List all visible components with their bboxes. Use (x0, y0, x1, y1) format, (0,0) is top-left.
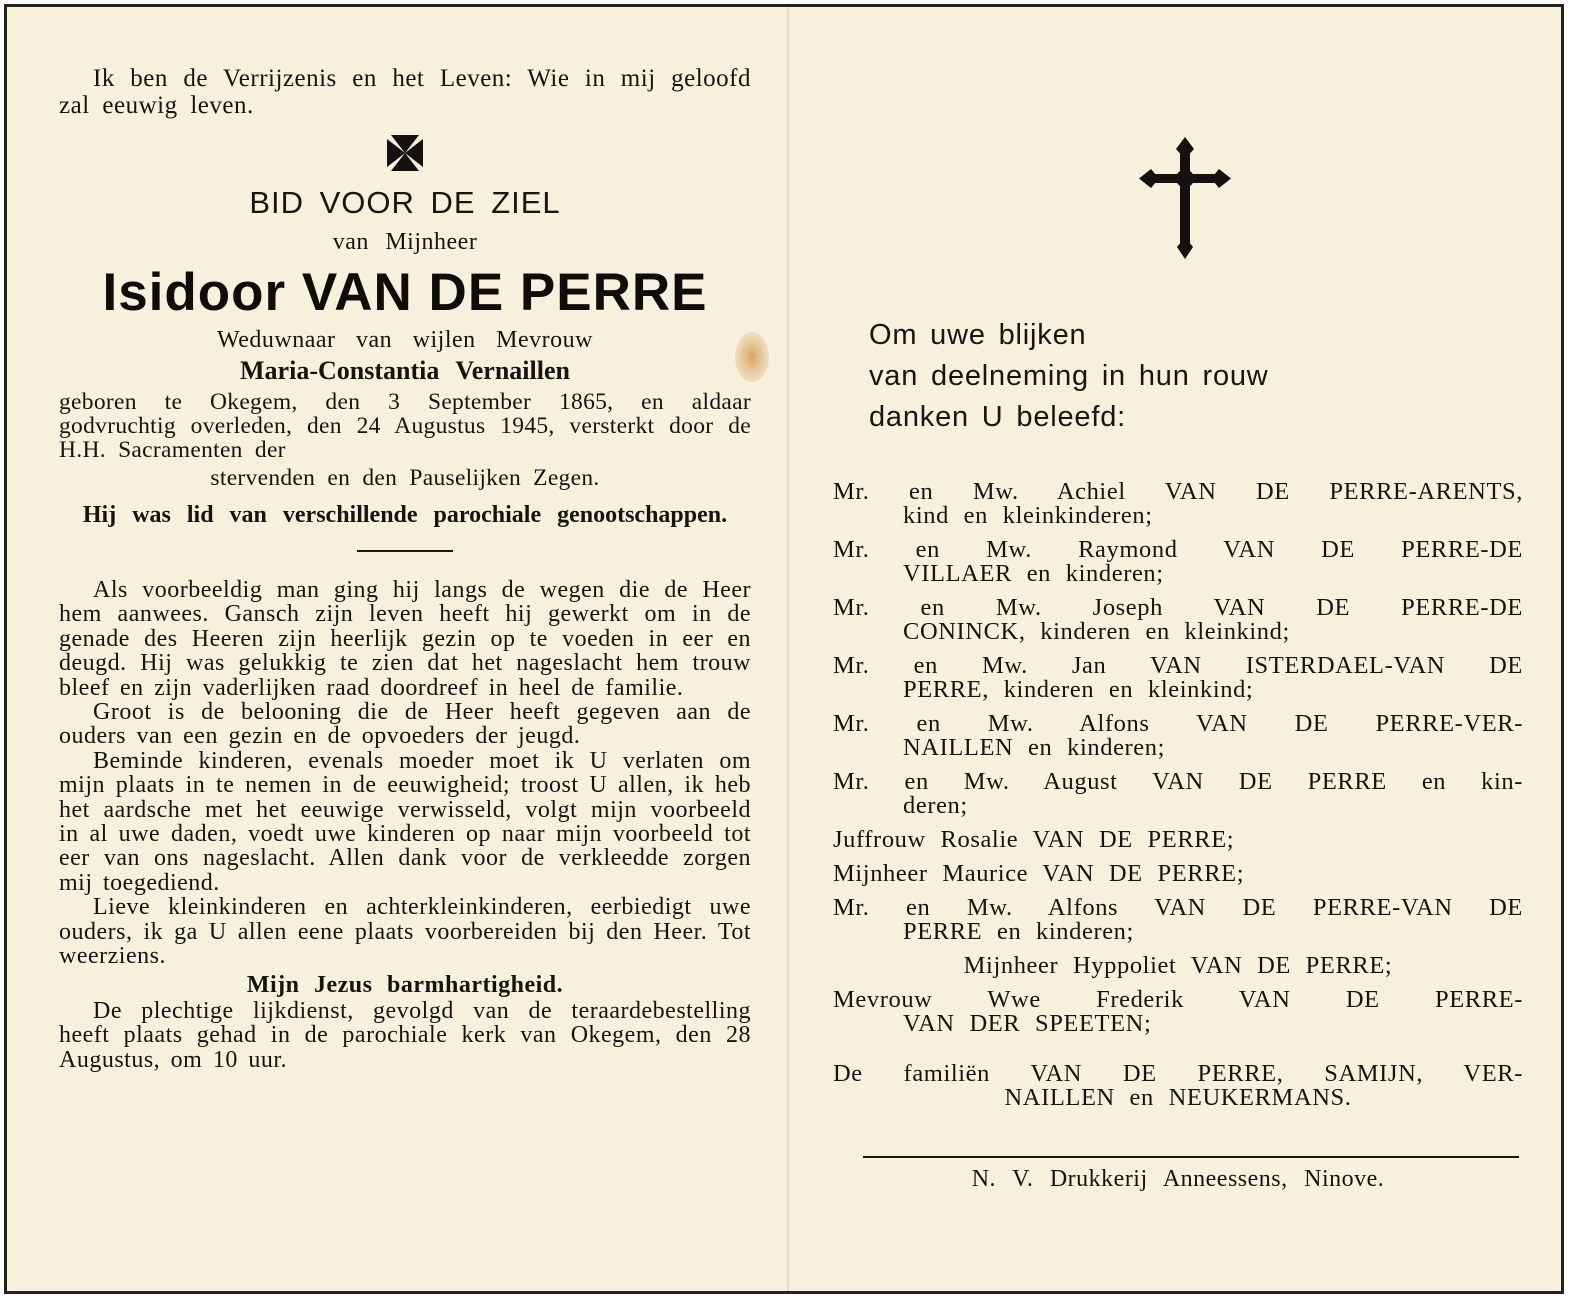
biography-end: stervenden en den Pauselijken Zegen. (210, 465, 600, 491)
list-item: Mevrouw Wwe Frederik VAN DE PERRE- VAN DER SPEETEN; (833, 986, 1523, 1037)
latin-cross-icon (1139, 137, 1231, 259)
prayer-header: BID VOOR DE ZIEL (249, 185, 561, 220)
family-list (833, 480, 1523, 1110)
funeral-note: De plechtige lijkdienst, gevolgd van de teraardebestelling heeft plaats gehad in de parochiale kerk van Okegem, den 28 Augustus, om 10 uur. (59, 997, 751, 1073)
list-item: De familiën VAN DE PERRE, SAMIJN, VER- NAILLEN en NEUKERMANS. (833, 1060, 1523, 1111)
list-item: Mr. en Mw. August VAN DE PERRE en kin- deren; (833, 768, 1523, 819)
mercy-prayer: Mijn Jezus barmhartigheid. (246, 971, 564, 998)
thanks-message (869, 315, 1523, 438)
eulogy-paragraph: Beminde kinderen, evenals moeder moet ik U verlaten om mijn plaats in te nemen in de eeuwigheid; troost U allen, ik heb het aardsche met het eeuwige verwisseld, volgt mijn voorbeeld in al uwe daden, voedt uwe kinderen op naar mijn voorbeeld tot eer van ons nageslacht. Allen dank voor de verkleedde zorgen mij toegediend. (59, 747, 751, 896)
printer-credit: N. V. Drukkerij Anneessens, Ninove. (971, 1166, 1385, 1192)
biography: geboren te Okegem, den 3 September 1865, en aldaar godvruchtig overleden, den 24 Augustus 1945, versterkt door de H.H. Sacramenten der (59, 389, 751, 463)
eulogy-paragraph: Lieve kleinkinderen en achterkleinkinderen, eerbiedigt uwe ouders, ik ga U allen eene plaats voorbereiden bij den Heer. Tot weerziens. (59, 894, 751, 970)
list-item: Mr. en Mw. Alfons VAN DE PERRE-VAN DE PERRE en kinderen; (833, 894, 1523, 945)
list-item: Mr. en Mw. Alfons VAN DE PERRE-VER- NAILLEN en kinderen; (833, 710, 1523, 761)
list-item: Mr. en Mw. Joseph VAN DE PERRE-DE CONINCK, kinderen en kleinkind; (833, 594, 1523, 645)
right-page (833, 137, 1523, 1193)
list-item: Mijnheer Maurice VAN DE PERRE; (833, 860, 1245, 887)
memorial-card (4, 4, 1564, 1294)
bible-quote: Ik ben de Verrijzenis en het Leven: Wie in mij geloofd zal eeuwig leven. (59, 65, 751, 119)
eulogy-paragraph: Als voorbeeldig man ging hij langs de wegen die de Heer hem aanwees. Gansch zijn leven heeft hij gewerkt om in de genade des Heeren zijn heerlijk gezin op te voeden in eer en deugd. Hij was gelukkig te zien dat het nageslacht hem trouw bleef en zijn vaderlijken raad doordreef in heel de familie. (59, 577, 751, 701)
widow-line: Weduwnaar van wijlen Mevrouw (217, 327, 593, 353)
wife-name: Maria-Constantia Vernaillen (240, 356, 570, 385)
iron-cross-icon (385, 133, 425, 173)
list-item: Mr. en Mw. Jan VAN ISTERDAEL-VAN DE PERRE, kinderen en kleinkind; (833, 652, 1523, 703)
list-item: Mijnheer Hyppoliet VAN DE PERRE; (963, 952, 1393, 979)
thanks-line: van deelneming in hun rouw (869, 360, 1269, 392)
card-fold (787, 7, 789, 1291)
printer-divider (863, 1156, 1519, 1158)
list-item: Juffrouw Rosalie VAN DE PERRE; (833, 826, 1235, 853)
left-page (59, 65, 751, 1072)
eulogy-paragraph: Groot is de belooning die de Heer heeft gegeven aan de ouders van een gezin en de opvoeders der jeugd. (59, 699, 751, 750)
deceased-name: Isidoor VAN DE PERRE (102, 263, 708, 322)
divider (357, 550, 453, 552)
list-item: Mr. en Mw. Raymond VAN DE PERRE-DE VILLAER en kinderen; (833, 536, 1523, 587)
list-item: Mr. en Mw. Achiel VAN DE PERRE-ARENTS, kind en kleinkinderen; (833, 478, 1523, 529)
membership-note: Hij was lid van verschillende parochiale genootschappen. (82, 502, 728, 528)
thanks-line: Om uwe blijken (869, 319, 1087, 351)
eulogy (59, 578, 751, 1072)
honorific: van Mijnheer (332, 229, 478, 255)
thanks-line: danken U beleefd: (869, 401, 1126, 433)
